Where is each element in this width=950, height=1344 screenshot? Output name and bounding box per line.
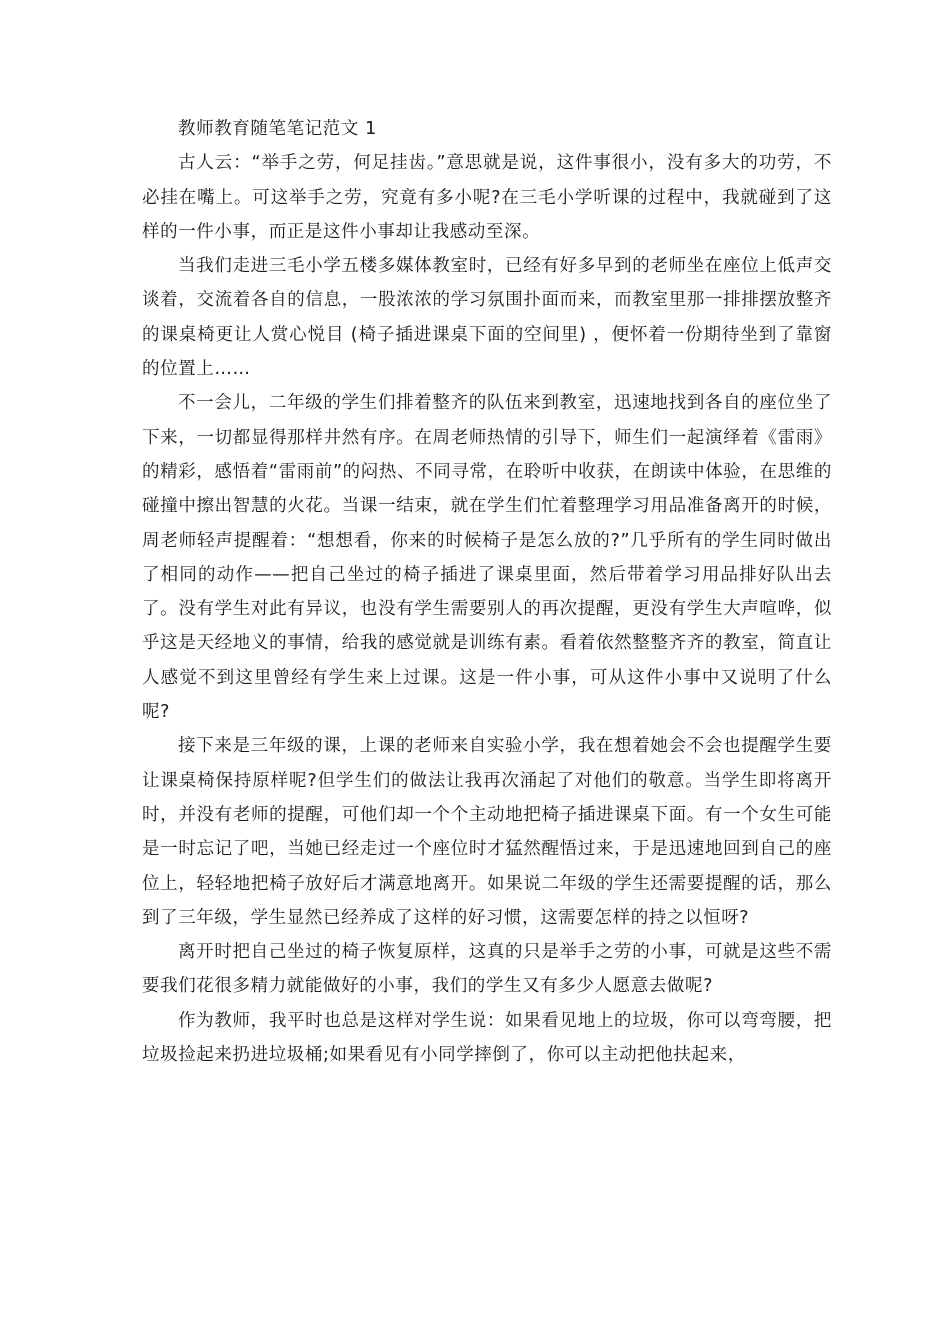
paragraph-2: 当我们走进三毛小学五楼多媒体教室时，已经有好多早到的老师坐在座位上低声交谈着，交流着各自的信息，一股浓浓的学习氛围扑面而来，而教室里那一排排摆放整齐的课桌椅更让人赏心悦目 (椅子插进课桌下面的空间里) ，便怀着一份期待坐到了靠窗的位置上……	[142, 256, 832, 380]
document-body	[142, 112, 832, 1072]
paragraph-1: 古人云：“举手之劳，何足挂齿。”意思就是说，这件事很小，没有多大的功劳，不必挂在嘴上。可这举手之劳，究竟有多小呢?在三毛小学听课的过程中，我就碰到了这样的一件小事，而正是这件小事却让我感动至深。	[142, 153, 832, 242]
paragraph-5: 离开时把自己坐过的椅子恢复原样，这真的只是举手之劳的小事，可就是这些不需要我们花很多精力就能做好的小事，我们的学生又有多少人愿意去做呢?	[142, 942, 832, 997]
paragraph-4: 接下来是三年级的课，上课的老师来自实验小学，我在想着她会不会也提醒学生要让课桌椅保持原样呢?但学生们的做法让我再次涌起了对他们的敬意。当学生即将离开时，并没有老师的提醒，可他们却一个个主动地把椅子插进课桌下面。有一个女生可能是一时忘记了吧，当她已经走过一个座位时才猛然醒悟过来，于是迅速地回到自己的座位上，轻轻地把椅子放好后才满意地离开。如果说二年级的学生还需要提醒的话，那么到了三年级，学生显然已经养成了这样的好习惯，这需要怎样的持之以恒呀?	[142, 736, 832, 928]
paragraph-6: 作为教师，我平时也总是这样对学生说：如果看见地上的垃圾，你可以弯弯腰，把垃圾捡起来扔进垃圾桶;如果看见有小同学摔倒了，你可以主动把他扶起来，	[142, 1010, 832, 1066]
paragraph-3: 不一会儿，二年级的学生们排着整齐的队伍来到教室，迅速地找到各自的座位坐了下来，一切都显得那样井然有序。在周老师热情的引导下，师生们一起演绎着《雷雨》的精彩，感悟着“雷雨前”的闷热、不同寻常，在聆听中收获，在朗读中体验，在思维的碰撞中擦出智慧的火花。当课一结束，就在学生们忙着整理学习用品准备离开的时候，周老师轻声提醒着：“想想看，你来的时候椅子是怎么放的?”几乎所有的学生同时做出了相同的动作——把自己坐过的椅子插进了课桌里面，然后带着学习用品排好队出去了。没有学生对此有异议，也没有学生需要别人的再次提醒，更没有学生大声喧哗，似乎这是天经地义的事情，给我的感觉就是训练有素。看着依然整整齐齐的教室，简直让人感觉不到这里曾经有学生来上过课。这是一件小事，可从这件小事中又说明了什么呢?	[142, 393, 832, 723]
document-title: 教师教育随笔笔记范文 1	[178, 119, 377, 139]
